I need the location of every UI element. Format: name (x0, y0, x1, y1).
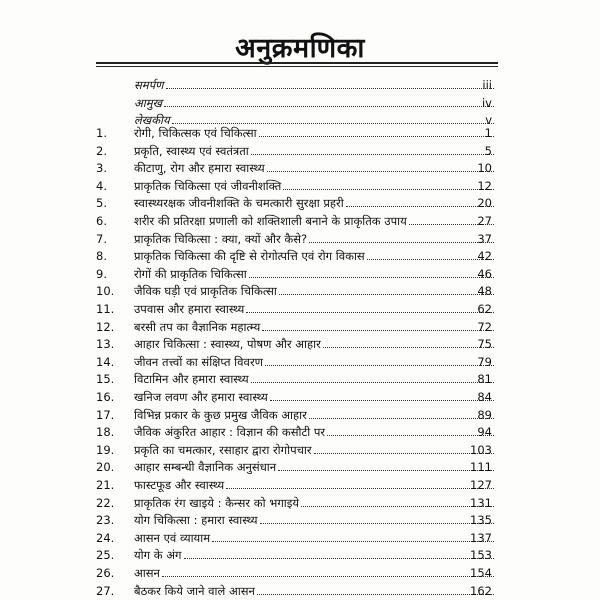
toc-chapter-number: 11. (96, 302, 115, 316)
toc-entry-label: जैविक अंकुरित आहार : विज्ञान की कसौटी पर (134, 425, 326, 440)
toc-entry-label: लेखकीय (134, 113, 170, 127)
toc-entry (134, 458, 494, 476)
toc-entry (134, 94, 494, 112)
toc-chapter-row (0, 370, 600, 388)
toc-page-number: 153 (470, 548, 492, 563)
toc-entry-label: प्राकृतिक चिकित्सा एवं जीवनीशक्ति (134, 178, 282, 193)
toc-chapter-number: 7. (96, 231, 107, 246)
toc-entry-label: आसन एवं व्यायाम (134, 530, 211, 545)
toc-entry (134, 300, 494, 318)
toc-entry (134, 423, 494, 441)
toc-entry-label: आसन (134, 566, 160, 580)
toc-entry (134, 177, 494, 195)
toc-chapter-row (0, 142, 600, 160)
toc-entry (134, 318, 494, 336)
toc-chapter-number: 18. (96, 425, 115, 440)
toc-page-number: 62 (477, 302, 492, 316)
toc-page-number: 1 (484, 126, 492, 140)
toc-entry-label: रोगों की प्राकृतिक चिकित्सा (134, 266, 247, 281)
dot-leader (260, 522, 494, 524)
dot-leader (162, 575, 494, 577)
toc-chapter-number: 13. (96, 337, 115, 352)
toc-page-number: 5 (484, 143, 492, 158)
toc-chapter-number: 10. (96, 284, 115, 299)
toc-entry-label: विटामिन और हमारा स्वास्थ्य (134, 372, 249, 387)
toc-entry-label: जीवन तत्त्वों का संक्षिप्त विवरण (134, 354, 263, 369)
toc-chapter-row (0, 406, 600, 424)
toc-chapter-row (0, 177, 600, 195)
toc-chapter-number: 22. (96, 495, 115, 510)
toc-page-number: 137 (470, 530, 492, 545)
toc-chapter-number: 26. (96, 566, 115, 580)
toc-entry (134, 388, 494, 406)
toc-entry-label: आमुख (134, 95, 163, 110)
toc-page-number: 27 (477, 214, 492, 228)
toc-chapter-row (0, 582, 600, 600)
toc-chapter-number: 24. (96, 530, 115, 545)
page-title: अनुक्रमणिका (235, 33, 365, 64)
toc-chapter-row (0, 265, 600, 283)
toc-entry (134, 247, 494, 265)
toc-page-number: 10 (477, 161, 492, 176)
toc-chapter-number: 15. (96, 372, 115, 387)
toc-entry (134, 142, 494, 160)
toc-page-number: 12 (477, 178, 492, 193)
toc-page-number: 135 (470, 513, 492, 528)
toc-page-number: 81 (477, 372, 492, 387)
toc-front-matter-row (0, 76, 600, 94)
toc-page-number: 103 (470, 442, 492, 457)
toc-entry-label: कीटाणु, रोग और हमारा स्वास्थ्य (134, 161, 265, 176)
toc-entry-label: प्रकृति का चमत्कार, रसाहार द्वारा रोगोपचार (134, 442, 312, 457)
toc-entry (134, 353, 494, 371)
toc-entry (134, 265, 494, 283)
toc-chapter-row (0, 511, 600, 529)
toc-chapter-row (0, 494, 600, 512)
toc-entry (134, 194, 494, 212)
dot-leader (259, 135, 494, 137)
toc-entry-label: आहार सम्बन्धी वैज्ञानिक अनुसंधान (134, 460, 277, 475)
toc-entry (134, 406, 494, 424)
toc-chapter-row (0, 388, 600, 406)
toc-chapter-number: 12. (96, 319, 115, 334)
toc-entry (134, 564, 494, 582)
toc-page-number: iv (481, 95, 492, 110)
toc-page-number: 48 (477, 284, 492, 299)
toc-page-number: 72 (477, 319, 492, 334)
toc-chapter-number: 1. (96, 126, 107, 140)
toc-chapter-row (0, 458, 600, 476)
dot-leader (212, 540, 494, 542)
toc-entry (134, 76, 494, 94)
toc-chapter-row (0, 335, 600, 353)
toc-entry-label: प्राकृतिक चिकित्सा : क्या, क्यों और कैसे? (134, 231, 308, 246)
toc-chapter-row (0, 230, 600, 248)
toc-chapter-number: 25. (96, 548, 115, 563)
toc-chapter-number: 19. (96, 442, 115, 457)
toc-entry-label: बैठकर किये जाने वाले आसन (134, 583, 255, 598)
toc-chapter-number: 6. (96, 214, 107, 228)
toc-chapter-number: 3. (96, 161, 107, 176)
toc-chapter-row (0, 564, 600, 582)
toc-page-number: 20 (477, 196, 492, 211)
toc-chapter-number: 14. (96, 354, 115, 369)
toc-entry-label: योग के अंग (134, 548, 182, 563)
toc-page-number: 111 (470, 460, 492, 475)
toc-entry (134, 546, 494, 564)
toc-chapter-row (0, 247, 600, 265)
toc-entry (134, 441, 494, 459)
toc-chapter-number: 27. (96, 583, 115, 598)
toc-chapter-row (0, 194, 600, 212)
toc-chapter-row (0, 212, 600, 230)
dot-leader (164, 105, 494, 107)
toc-entry (134, 335, 494, 353)
toc-chapter-number: 5. (96, 196, 107, 211)
toc-page-number: 37 (477, 231, 492, 246)
toc-entry-label: शरीर की प्रतिरक्षा प्रणाली को शक्तिशाली बनाने के प्राकृतिक उपाय (134, 214, 407, 228)
toc-chapter-row (0, 282, 600, 300)
toc-entry (134, 230, 494, 248)
dot-leader (166, 87, 495, 89)
dot-leader (184, 557, 494, 559)
toc-page-number: 79 (477, 354, 492, 369)
toc-chapter-row (0, 423, 600, 441)
toc-entry (134, 282, 494, 300)
toc-entry (134, 370, 494, 388)
toc-page-number: 162 (470, 583, 492, 598)
toc-chapter-number: 17. (96, 407, 115, 422)
toc-chapter-number: 9. (96, 266, 107, 281)
toc-entry-label: प्रकृति, स्वास्थ्य एवं स्वतंत्रता (134, 143, 249, 158)
toc-entry-label: विभिन्न प्रकार के कुछ प्रमुख जैविक आहार (134, 407, 307, 422)
toc-entry-label: खनिज लवण और हमारा स्वास्थ्य (134, 390, 268, 404)
toc-chapter-row (0, 353, 600, 371)
toc-entry-label: योग चिकित्सा : हमारा स्वास्थ्य (134, 513, 258, 528)
toc-entry-label: जैविक घड़ी एवं प्राकृतिक चिकित्सा (134, 284, 277, 299)
toc-page-number: 46 (477, 266, 492, 281)
toc-page-number: 131 (470, 495, 492, 510)
toc-entry-label: प्राकृतिक रंग खाइये : कैन्सर को भगाइये (134, 495, 300, 510)
toc-entry-label: प्राकृतिक चिकित्सा की दृष्टि से रोगोत्पत्ति एवं रोग विकास (134, 249, 365, 264)
toc-chapter-number: 8. (96, 249, 107, 264)
toc-front-matter-row (0, 94, 600, 112)
toc-page-number: 154 (470, 566, 492, 580)
toc-page-number: 75 (477, 337, 492, 352)
toc-entry-label: फास्टफूड और स्वास्थ्य (134, 478, 225, 492)
toc-entry (134, 476, 494, 494)
toc-chapter-row (0, 529, 600, 547)
toc-chapter-number: 4. (96, 178, 107, 193)
toc-chapter-row (0, 318, 600, 336)
toc-entry-label: आहार चिकित्सा : स्वास्थ्य, पोषण और आहार (134, 337, 321, 352)
toc-page-number: v (485, 113, 492, 127)
toc-entry-label: उपवास और हमारा स्वास्थ्य (134, 302, 245, 316)
toc-page-number: 89 (477, 407, 492, 422)
dot-leader (246, 311, 494, 313)
toc-page-number: iii (482, 78, 492, 92)
toc-page-number: 94 (477, 425, 492, 440)
toc-entry-label: समर्पण (134, 78, 164, 92)
toc-entry (134, 159, 494, 177)
toc-chapter-row (0, 546, 600, 564)
dot-leader (226, 487, 494, 489)
dot-leader (251, 381, 494, 383)
toc-entry (134, 582, 494, 600)
toc-chapter-number: 16. (96, 390, 115, 404)
toc-chapter-number: 20. (96, 460, 115, 475)
toc-entry-label: स्वास्थ्यरक्षक जीवनीशक्ति के चमत्कारी सुरक्षा प्रहरी (134, 196, 344, 211)
toc-page-number: 84 (477, 390, 492, 404)
toc-chapter-number: 23. (96, 513, 115, 528)
toc-chapter-row (0, 476, 600, 494)
toc-chapter-row (0, 441, 600, 459)
toc-entry-label: बरसी तप का वैज्ञानिक महात्म्य (134, 319, 261, 334)
toc-entry (134, 494, 494, 512)
toc-entry (134, 511, 494, 529)
toc-entry-label: रोगी, चिकित्सक एवं चिकित्सा (134, 126, 257, 140)
dot-leader (249, 276, 494, 278)
dot-leader (257, 593, 494, 595)
toc-page-number: 127 (470, 478, 492, 492)
toc-chapter-row (0, 124, 600, 142)
toc-chapter-number: 2. (96, 143, 107, 158)
toc-chapter-number: 21. (96, 478, 115, 492)
toc-entry (134, 529, 494, 547)
toc-entry (134, 212, 494, 230)
toc-chapter-row (0, 159, 600, 177)
toc-chapter-row (0, 300, 600, 318)
toc-entry (134, 124, 494, 142)
dot-leader (251, 153, 494, 155)
toc-page-number: 42 (477, 249, 492, 264)
